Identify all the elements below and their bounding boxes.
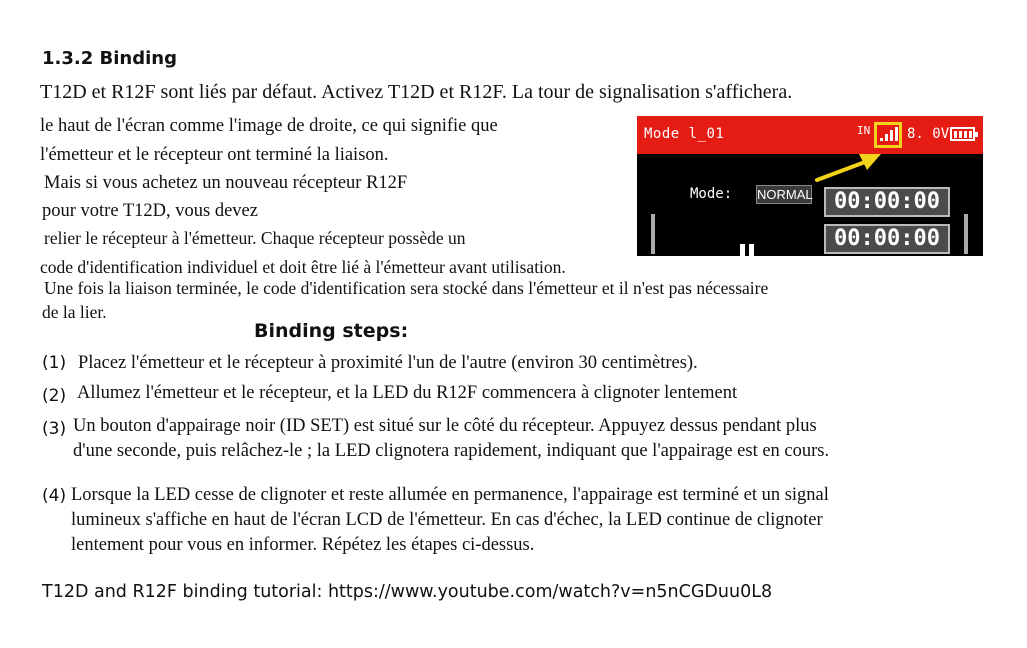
lcd-timer-2: 00:00:00 [824, 224, 950, 254]
step-3-text-line-1: Un bouton d'appairage noir (ID SET) est situé sur le côté du récepteur. Appuyez dessus pendant plus [73, 416, 817, 436]
intro-line-4: Mais si vous achetez un nouveau récepteur R12F [44, 173, 408, 193]
lcd-model-name: Mode l_01 [644, 126, 725, 142]
tutorial-link-text: T12D and R12F binding tutorial: https://www.youtube.com/watch?v=n5nCGDuu0L8 [42, 582, 773, 602]
intro-line-8: Une fois la liaison terminée, le code d'identification sera stocké dans l'émetteur et il n'est pas nécessaire [44, 278, 769, 298]
step-2-text: Allumez l'émetteur et le récepteur, et la LED du R12F commencera à clignoter lentement [77, 383, 738, 403]
step-number-1: (1) [42, 353, 67, 373]
lcd-mode-label: Mode: [690, 186, 733, 202]
intro-line-7: code d'identification individuel et doit être lié à l'émetteur avant utilisation. [40, 257, 566, 277]
step-number-4: (4) [42, 486, 67, 506]
lcd-voltage-readout: 8. 0V [907, 126, 950, 142]
transmitter-lcd-screen [637, 116, 983, 256]
trim-slider-right [964, 214, 968, 254]
step-4-text-line-3: lentement pour vous en informer. Répétez les étapes ci-dessus. [71, 535, 535, 555]
intro-line-2: le haut de l'écran comme l'image de droite, ce qui signifie que [40, 116, 498, 136]
step-1-text: Placez l'émetteur et le récepteur à proximité l'un de l'autre (environ 30 centimètres). [78, 353, 698, 373]
step-3-text-line-2: d'une seconde, puis relâchez-le ; la LED clignotera rapidement, indiquant que l'appairage est en cours. [73, 441, 830, 461]
trim-slider-left [651, 214, 655, 254]
intro-line-3: l'émetteur et le récepteur ont terminé la liaison. [40, 145, 389, 165]
intro-line-9: de la lier. [42, 302, 107, 322]
intro-line-5: pour votre T12D, vous devez [42, 201, 258, 221]
step-number-3: (3) [42, 419, 67, 439]
step-number-2: (2) [42, 386, 67, 406]
intro-line-6: relier le récepteur à l'émetteur. Chaque récepteur possède un [44, 228, 466, 248]
pause-bar-icon [740, 244, 745, 256]
intro-line-1: T12D et R12F sont liés par défaut. Activez T12D et R12F. La tour de signalisation s'affichera. [40, 81, 793, 103]
section-title: 1.3.2 Binding [42, 48, 177, 69]
binding-steps-heading: Binding steps: [254, 320, 409, 342]
step-4-text-line-2: lumineux s'affiche en haut de l'écran LCD de l'émetteur. En cas d'échec, la LED continue de clignoter [71, 510, 823, 530]
lcd-mode-value: NORMAL [757, 187, 813, 202]
step-4-text-line-1: Lorsque la LED cesse de clignoter et reste allumée en permanence, l'appairage est terminé et un signal [71, 485, 829, 505]
lcd-in-label: IN [857, 124, 871, 137]
lcd-timer-1: 00:00:00 [824, 187, 950, 217]
pause-bar-icon [749, 244, 754, 256]
